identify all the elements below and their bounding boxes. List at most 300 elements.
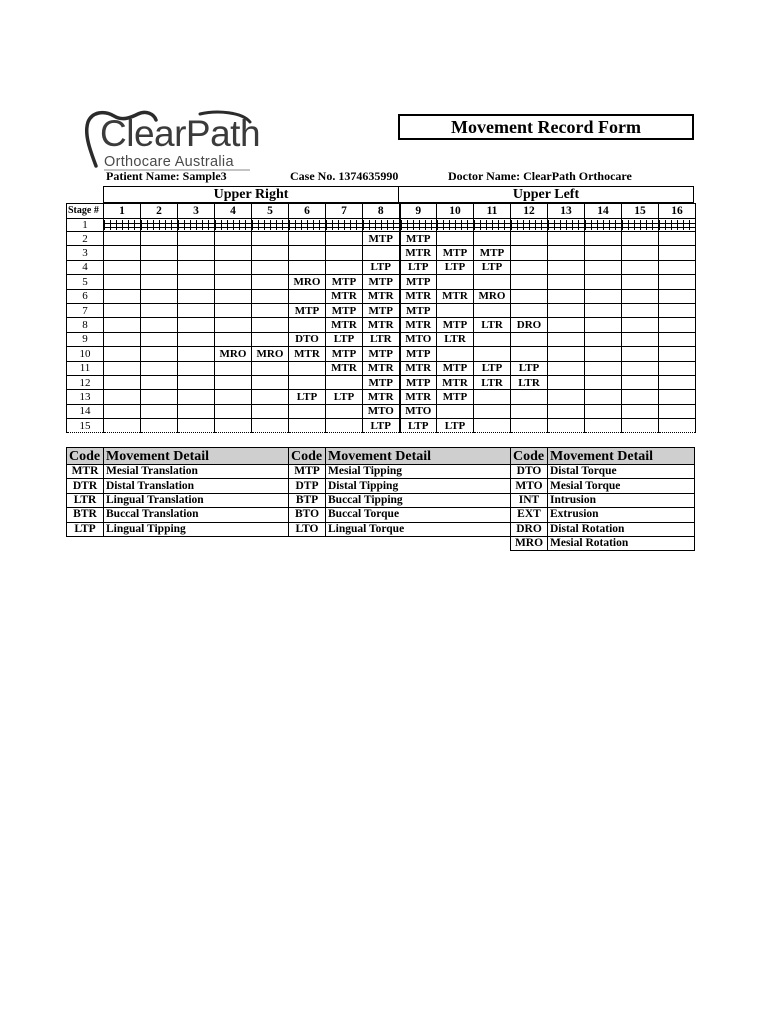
stage-number: 7	[67, 303, 104, 317]
logo-wordmark: ClearPath	[100, 113, 261, 154]
movement-cell	[215, 375, 252, 389]
legend-row	[67, 508, 289, 522]
movement-cell: LTP	[511, 361, 548, 375]
movement-cell: MTP	[400, 232, 437, 246]
movement-cell	[178, 419, 215, 433]
tooth-grid-icon	[289, 220, 325, 230]
tooth-header-5: 5	[252, 204, 289, 219]
tooth-header-1: 1	[104, 204, 141, 219]
legend-detail: Extrusion	[548, 508, 695, 522]
movement-cell	[474, 332, 511, 346]
movement-cell	[141, 275, 178, 289]
tooth-grid-icon	[104, 220, 140, 230]
movement-cell	[141, 361, 178, 375]
movement-cell	[585, 219, 622, 232]
legend-row	[289, 522, 511, 536]
movement-cell	[215, 219, 252, 232]
tooth-header-3: 3	[178, 204, 215, 219]
movement-cell	[104, 219, 141, 232]
legend-row	[289, 465, 511, 479]
movement-cell	[104, 246, 141, 260]
legend-code: DTR	[67, 479, 104, 493]
movement-cell	[104, 318, 141, 332]
movement-cell: MTP	[363, 303, 400, 317]
stage-row	[67, 232, 696, 246]
movement-cell: MRO	[252, 347, 289, 361]
movement-cell	[215, 232, 252, 246]
movement-cell	[622, 303, 659, 317]
movement-cell	[622, 347, 659, 361]
movement-cell	[178, 275, 215, 289]
legend-detail: Mesial Torque	[548, 479, 695, 493]
stage-number: 12	[67, 375, 104, 389]
legend-detail: Buccal Translation	[104, 508, 289, 522]
tooth-header-9: 9	[400, 204, 437, 219]
movement-cell	[252, 219, 289, 232]
movement-cell	[178, 318, 215, 332]
tooth-header-13: 13	[548, 204, 585, 219]
tooth-header-15: 15	[622, 204, 659, 219]
legend-code: DRO	[511, 522, 548, 536]
movement-cell	[104, 303, 141, 317]
movement-cell	[363, 246, 400, 260]
movement-cell	[622, 289, 659, 303]
movement-cell: MTP	[326, 347, 363, 361]
logo-subtitle: Orthocare Australia	[104, 154, 234, 170]
stage-header-row	[67, 204, 696, 219]
legend-row	[289, 493, 511, 507]
legend-code: MRO	[511, 536, 548, 550]
movement-cell	[141, 419, 178, 433]
legend-code: MTP	[289, 465, 326, 479]
movement-cell	[289, 289, 326, 303]
movement-cell	[178, 246, 215, 260]
stage-row	[67, 347, 696, 361]
movement-cell: MTP	[437, 318, 474, 332]
legend-row	[511, 522, 695, 536]
movement-cell	[511, 275, 548, 289]
movement-cell: MTP	[437, 390, 474, 404]
movement-cell	[104, 390, 141, 404]
movement-cell	[622, 419, 659, 433]
legend-row	[511, 479, 695, 493]
movement-cell: MTR	[326, 318, 363, 332]
movement-cell: MTP	[437, 246, 474, 260]
tooth-grid-icon	[141, 220, 177, 230]
movement-cell	[548, 275, 585, 289]
tooth-header-8: 8	[363, 204, 400, 219]
movement-cell	[585, 232, 622, 246]
legend-header-row	[67, 448, 289, 465]
tooth-grid-icon	[252, 220, 288, 230]
movement-cell	[141, 260, 178, 274]
movement-cell	[659, 375, 696, 389]
movement-cell	[659, 246, 696, 260]
movement-cell: MTO	[400, 332, 437, 346]
stage-number: 3	[67, 246, 104, 260]
tooth-grid-icon	[178, 220, 214, 230]
legend-detail: Intrusion	[548, 493, 695, 507]
movement-cell	[659, 419, 696, 433]
tooth-grid-icon	[548, 220, 584, 230]
movement-cell: MTR	[437, 289, 474, 303]
movement-cell	[252, 361, 289, 375]
movement-cell	[548, 303, 585, 317]
legend-code-header: Code	[289, 448, 326, 465]
movement-cell	[141, 390, 178, 404]
movement-cell: DTO	[289, 332, 326, 346]
tooth-grid-icon	[659, 220, 695, 230]
legend-detail: Buccal Torque	[326, 508, 511, 522]
stage-column-header: Stage #	[67, 204, 104, 219]
movement-cell	[215, 404, 252, 418]
legend-code: LTP	[67, 522, 104, 536]
stage-row	[67, 332, 696, 346]
movement-cell	[252, 260, 289, 274]
legend-code-header: Code	[67, 448, 104, 465]
legend-detail: Lingual Translation	[104, 493, 289, 507]
movement-cell	[141, 303, 178, 317]
legend-detail: Mesial Rotation	[548, 536, 695, 550]
tooth-grid-icon	[437, 220, 473, 230]
movement-cell	[141, 246, 178, 260]
legend-detail: Mesial Translation	[104, 465, 289, 479]
movement-cell	[252, 232, 289, 246]
stage-number: 11	[67, 361, 104, 375]
tooth-header-14: 14	[585, 204, 622, 219]
legend-detail: Lingual Tipping	[104, 522, 289, 536]
legend-row	[511, 536, 695, 550]
movement-cell	[622, 390, 659, 404]
legend-table-1	[66, 447, 289, 537]
tooth-grid-icon	[215, 220, 251, 230]
movement-cell: MTP	[400, 303, 437, 317]
movement-cell: LTP	[289, 390, 326, 404]
movement-cell	[659, 232, 696, 246]
legend-code: LTR	[67, 493, 104, 507]
movement-cell	[659, 260, 696, 274]
movement-cell: MTR	[400, 361, 437, 375]
movement-cell: MTP	[437, 361, 474, 375]
movement-cell	[363, 219, 400, 232]
legend-detail: Buccal Tipping	[326, 493, 511, 507]
movement-cell: LTP	[437, 419, 474, 433]
movement-cell	[215, 332, 252, 346]
movement-cell: MTR	[400, 289, 437, 303]
movement-cell: MRO	[215, 347, 252, 361]
movement-cell	[511, 419, 548, 433]
movement-cell	[104, 375, 141, 389]
movement-cell	[659, 404, 696, 418]
legend-detail: Distal Rotation	[548, 522, 695, 536]
legend-code: DTP	[289, 479, 326, 493]
movement-cell	[252, 419, 289, 433]
movement-cell: MTR	[363, 390, 400, 404]
movement-cell: MTR	[363, 318, 400, 332]
movement-cell	[548, 260, 585, 274]
movement-cell	[215, 260, 252, 274]
movement-cell	[326, 260, 363, 274]
movement-cell	[141, 375, 178, 389]
movement-cell	[437, 303, 474, 317]
movement-cell	[659, 361, 696, 375]
legend-row	[511, 493, 695, 507]
movement-cell	[585, 260, 622, 274]
tooth-header-4: 4	[215, 204, 252, 219]
movement-cell: MTP	[400, 375, 437, 389]
movement-cell	[104, 404, 141, 418]
movement-cell	[511, 404, 548, 418]
movement-cell	[252, 390, 289, 404]
movement-cell: MTP	[363, 232, 400, 246]
movement-cell	[104, 347, 141, 361]
movement-cell: LTP	[474, 361, 511, 375]
legend-table-3	[510, 447, 695, 551]
movement-cell	[622, 318, 659, 332]
movement-cell	[511, 232, 548, 246]
stage-row	[67, 260, 696, 274]
movement-cell	[215, 275, 252, 289]
movement-cell	[622, 404, 659, 418]
stage-row	[67, 275, 696, 289]
movement-cell	[104, 260, 141, 274]
stage-number: 1	[67, 219, 104, 232]
legend-detail: Lingual Torque	[326, 522, 511, 536]
stage-number: 6	[67, 289, 104, 303]
legend-code: LTO	[289, 522, 326, 536]
stage-number: 5	[67, 275, 104, 289]
movement-cell	[104, 232, 141, 246]
movement-cell	[437, 404, 474, 418]
movement-cell	[622, 332, 659, 346]
movement-cell	[474, 390, 511, 404]
movement-cell: MTP	[363, 375, 400, 389]
movement-cell	[622, 232, 659, 246]
movement-cell	[659, 318, 696, 332]
stage-row	[67, 303, 696, 317]
movement-cell	[585, 275, 622, 289]
legend-row	[289, 479, 511, 493]
movement-cell	[437, 219, 474, 232]
stage-table	[66, 203, 696, 433]
stage-number: 14	[67, 404, 104, 418]
movement-cell	[326, 219, 363, 232]
movement-cell	[178, 347, 215, 361]
movement-cell	[585, 375, 622, 389]
movement-cell: LTP	[437, 260, 474, 274]
legend-code-header: Code	[511, 448, 548, 465]
movement-cell	[474, 232, 511, 246]
movement-cell	[289, 361, 326, 375]
movement-cell: LTP	[363, 260, 400, 274]
movement-cell	[548, 232, 585, 246]
stage-number: 8	[67, 318, 104, 332]
movement-cell	[585, 303, 622, 317]
movement-cell: MRO	[474, 289, 511, 303]
movement-cell: MTR	[363, 361, 400, 375]
movement-cell	[585, 246, 622, 260]
form-title: Movement Record Form	[398, 114, 694, 140]
legend-row	[67, 493, 289, 507]
movement-cell	[141, 219, 178, 232]
movement-cell: LTP	[326, 332, 363, 346]
movement-cell: MTR	[326, 289, 363, 303]
movement-cell	[215, 419, 252, 433]
movement-cell	[548, 375, 585, 389]
movement-cell: LTP	[326, 390, 363, 404]
legend-row	[67, 522, 289, 536]
movement-cell	[252, 318, 289, 332]
movement-cell	[104, 419, 141, 433]
legend-detail: Mesial Tipping	[326, 465, 511, 479]
movement-cell	[215, 318, 252, 332]
movement-cell	[622, 219, 659, 232]
movement-cell	[659, 289, 696, 303]
movement-cell: MTP	[326, 275, 363, 289]
movement-cell	[548, 219, 585, 232]
movement-cell	[659, 390, 696, 404]
movement-cell	[659, 219, 696, 232]
stage-number: 2	[67, 232, 104, 246]
movement-cell	[511, 390, 548, 404]
movement-cell	[252, 332, 289, 346]
movement-cell	[141, 404, 178, 418]
movement-cell: MTP	[326, 303, 363, 317]
movement-cell	[400, 219, 437, 232]
legend-code: MTO	[511, 479, 548, 493]
movement-cell: LTR	[363, 332, 400, 346]
movement-cell	[178, 332, 215, 346]
movement-cell	[511, 219, 548, 232]
tooth-grid-icon	[511, 220, 547, 230]
movement-cell	[474, 347, 511, 361]
tooth-header-11: 11	[474, 204, 511, 219]
movement-cell	[252, 303, 289, 317]
movement-cell	[326, 246, 363, 260]
legend-row	[289, 508, 511, 522]
movement-cell	[289, 375, 326, 389]
movement-cell: MTP	[289, 303, 326, 317]
movement-cell	[474, 219, 511, 232]
stage-number: 13	[67, 390, 104, 404]
movement-cell	[252, 375, 289, 389]
movement-cell: MTO	[363, 404, 400, 418]
movement-cell	[474, 275, 511, 289]
legend-table-2	[288, 447, 511, 537]
movement-cell	[474, 419, 511, 433]
legend-code: BTO	[289, 508, 326, 522]
movement-cell	[104, 289, 141, 303]
legend-header-row	[511, 448, 695, 465]
patient-name: Patient Name: Sample3	[106, 169, 227, 183]
group-upper-left: Upper Left	[398, 186, 694, 203]
tooth-grid-icon	[363, 220, 399, 230]
movement-cell: MTP	[474, 246, 511, 260]
movement-cell	[622, 260, 659, 274]
movement-cell: MTR	[400, 318, 437, 332]
stage-row	[67, 390, 696, 404]
movement-cell: LTP	[400, 419, 437, 433]
movement-cell	[548, 332, 585, 346]
movement-cell	[548, 390, 585, 404]
legend-detail-header: Movement Detail	[548, 448, 695, 465]
movement-cell: LTR	[474, 375, 511, 389]
tooth-grid-icon	[326, 220, 362, 230]
movement-cell	[215, 289, 252, 303]
movement-cell	[622, 246, 659, 260]
legend-code: INT	[511, 493, 548, 507]
movement-cell	[585, 347, 622, 361]
movement-cell	[511, 303, 548, 317]
movement-cell	[141, 347, 178, 361]
movement-cell	[326, 375, 363, 389]
movement-cell	[252, 404, 289, 418]
legend-code: EXT	[511, 508, 548, 522]
movement-cell	[474, 404, 511, 418]
movement-cell	[622, 361, 659, 375]
movement-cell	[215, 303, 252, 317]
movement-cell	[215, 361, 252, 375]
movement-cell	[252, 246, 289, 260]
tooth-header-6: 6	[289, 204, 326, 219]
movement-cell: LTP	[363, 419, 400, 433]
movement-cell	[178, 390, 215, 404]
movement-cell	[659, 347, 696, 361]
movement-cell	[215, 390, 252, 404]
stage-row	[67, 246, 696, 260]
movement-cell: MTO	[400, 404, 437, 418]
movement-cell	[178, 219, 215, 232]
movement-cell	[289, 232, 326, 246]
movement-cell: MTP	[363, 275, 400, 289]
movement-cell	[326, 404, 363, 418]
movement-cell: MTR	[400, 246, 437, 260]
stage-row	[67, 361, 696, 375]
movement-cell: MTP	[400, 275, 437, 289]
stage-row	[67, 375, 696, 389]
movement-cell	[178, 289, 215, 303]
legend-detail: Distal Torque	[548, 465, 695, 479]
legend-code: BTR	[67, 508, 104, 522]
movement-cell	[289, 246, 326, 260]
movement-cell	[326, 232, 363, 246]
legend-code: DTO	[511, 465, 548, 479]
movement-cell	[178, 404, 215, 418]
movement-cell	[178, 232, 215, 246]
movement-cell	[104, 332, 141, 346]
movement-cell	[289, 219, 326, 232]
movement-cell	[659, 303, 696, 317]
stage-row	[67, 404, 696, 418]
movement-cell: MTR	[400, 390, 437, 404]
tooth-grid-icon	[474, 220, 510, 230]
legend-code: BTP	[289, 493, 326, 507]
stage-row	[67, 289, 696, 303]
movement-cell	[178, 260, 215, 274]
legend-detail-header: Movement Detail	[104, 448, 289, 465]
stage-number: 9	[67, 332, 104, 346]
movement-cell	[326, 419, 363, 433]
movement-cell	[215, 246, 252, 260]
movement-cell	[437, 347, 474, 361]
movement-cell	[474, 303, 511, 317]
movement-cell	[141, 232, 178, 246]
movement-cell	[622, 275, 659, 289]
tooth-header-7: 7	[326, 204, 363, 219]
movement-cell	[511, 332, 548, 346]
tooth-header-16: 16	[659, 204, 696, 219]
movement-cell	[548, 347, 585, 361]
